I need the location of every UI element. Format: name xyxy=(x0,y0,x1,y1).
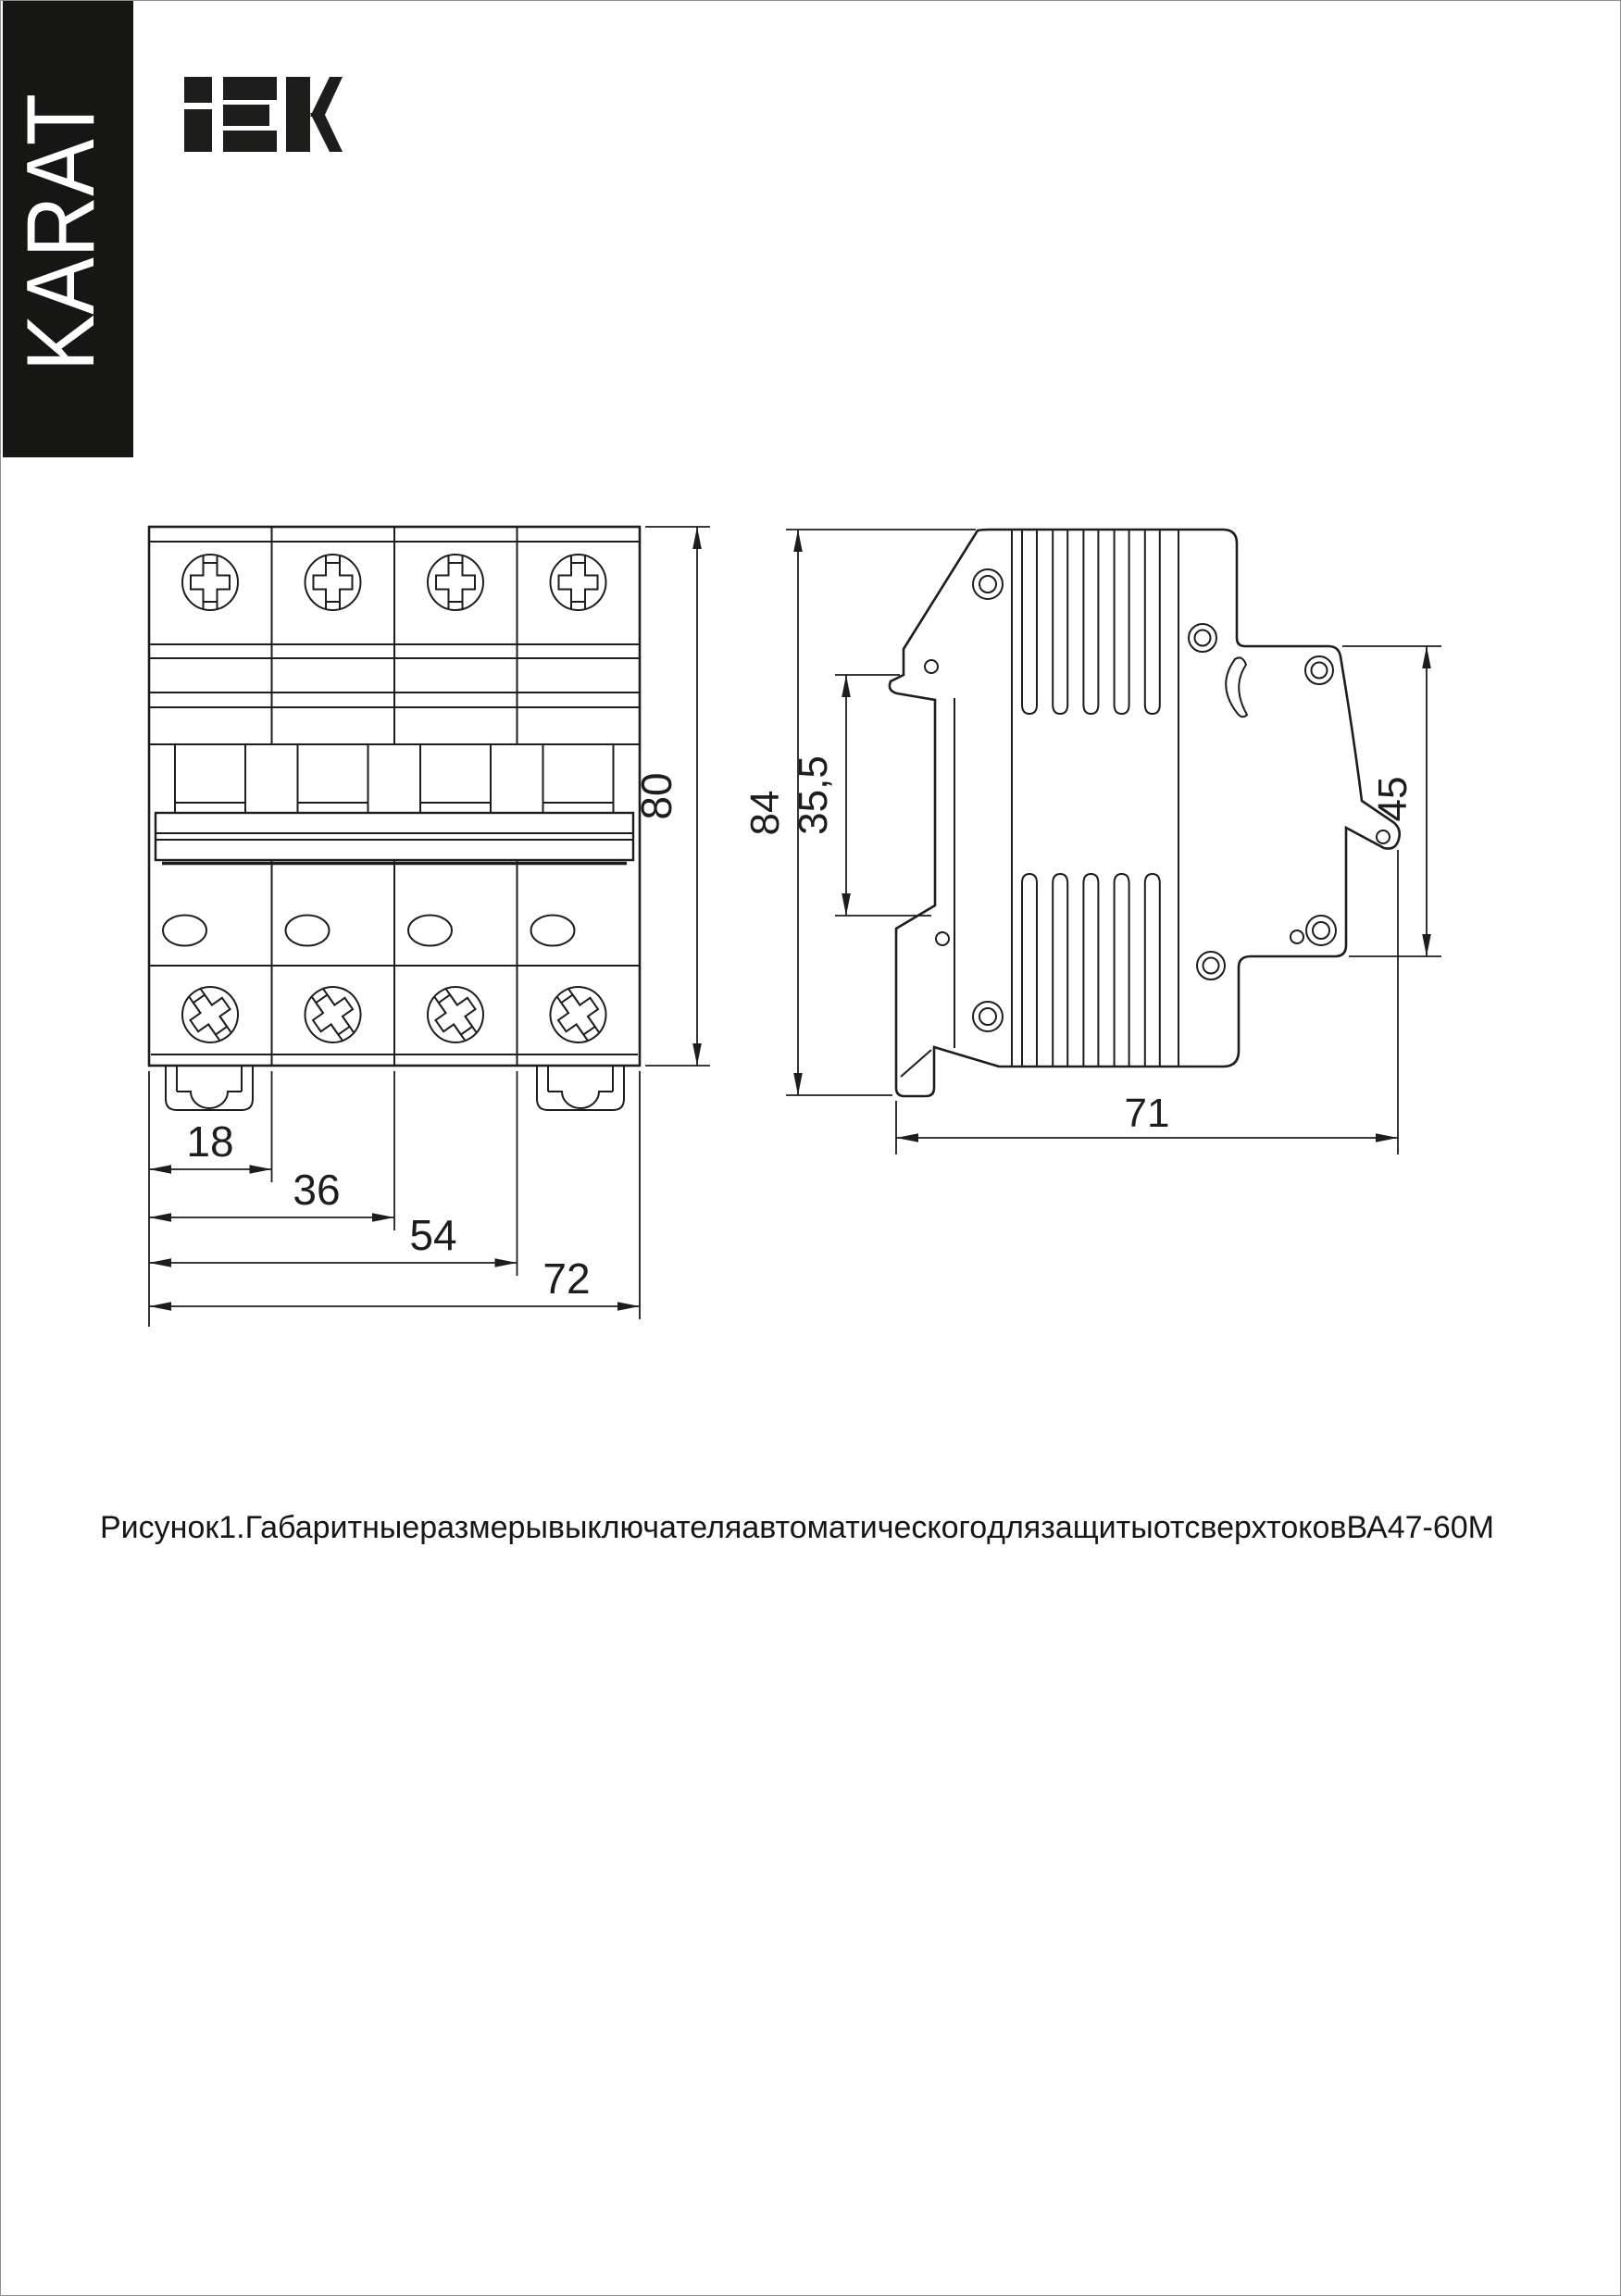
din-clip xyxy=(537,1067,624,1110)
dim-side-depth: 71 xyxy=(1124,1091,1170,1136)
front-view xyxy=(149,527,710,1327)
iek-logo-k-stem xyxy=(286,77,310,152)
technical-drawing xyxy=(1,1,1621,2296)
dim-pole-width: 18 xyxy=(186,1117,234,1166)
iek-logo-k-lower-arm xyxy=(310,113,343,152)
iek-logo-i-stem xyxy=(184,109,212,152)
caption-word: от xyxy=(1153,1510,1185,1545)
iek-logo-e-mid-bar xyxy=(223,105,269,126)
screw-icon xyxy=(305,555,361,610)
figure-caption xyxy=(100,1510,1495,1546)
iek-logo-e-bottom-bar xyxy=(223,131,277,152)
caption-word: ВА47-60М xyxy=(1346,1510,1495,1545)
caption-word: Габаритные xyxy=(244,1510,420,1545)
caption-word: размеры xyxy=(419,1510,548,1545)
screw-icon xyxy=(428,555,483,610)
screw-icon xyxy=(182,555,238,610)
dim-three-poles: 54 xyxy=(409,1211,457,1259)
caption-word: Рисунок xyxy=(100,1510,219,1545)
iek-logo-e-top-bar xyxy=(223,77,277,100)
dim-side-din-span: 35,5 xyxy=(791,755,836,835)
dim-two-poles: 36 xyxy=(293,1166,341,1214)
caption-word: автоматического xyxy=(742,1510,988,1545)
side-view xyxy=(786,530,1441,1154)
dim-total-width: 72 xyxy=(542,1254,591,1303)
karat-banner-text: KARAT xyxy=(7,56,115,371)
iek-logo xyxy=(184,77,343,152)
caption-word: сверхтоков xyxy=(1184,1510,1347,1545)
iek-logo-k-upper-arm xyxy=(310,77,343,117)
caption-word: защиты xyxy=(1041,1510,1153,1545)
caption-word: для xyxy=(987,1510,1041,1545)
screw-icon xyxy=(551,555,606,610)
dim-side-total-height: 84 xyxy=(742,790,788,836)
din-clip xyxy=(166,1067,253,1110)
iek-logo-i-dot xyxy=(184,77,212,103)
caption-word: выключателя xyxy=(547,1510,742,1545)
caption-word: 1. xyxy=(218,1510,245,1545)
dim-side-front-protrusion: 45 xyxy=(1370,776,1415,822)
dim-front-height: 80 xyxy=(632,772,680,820)
karat-banner xyxy=(3,1,133,457)
